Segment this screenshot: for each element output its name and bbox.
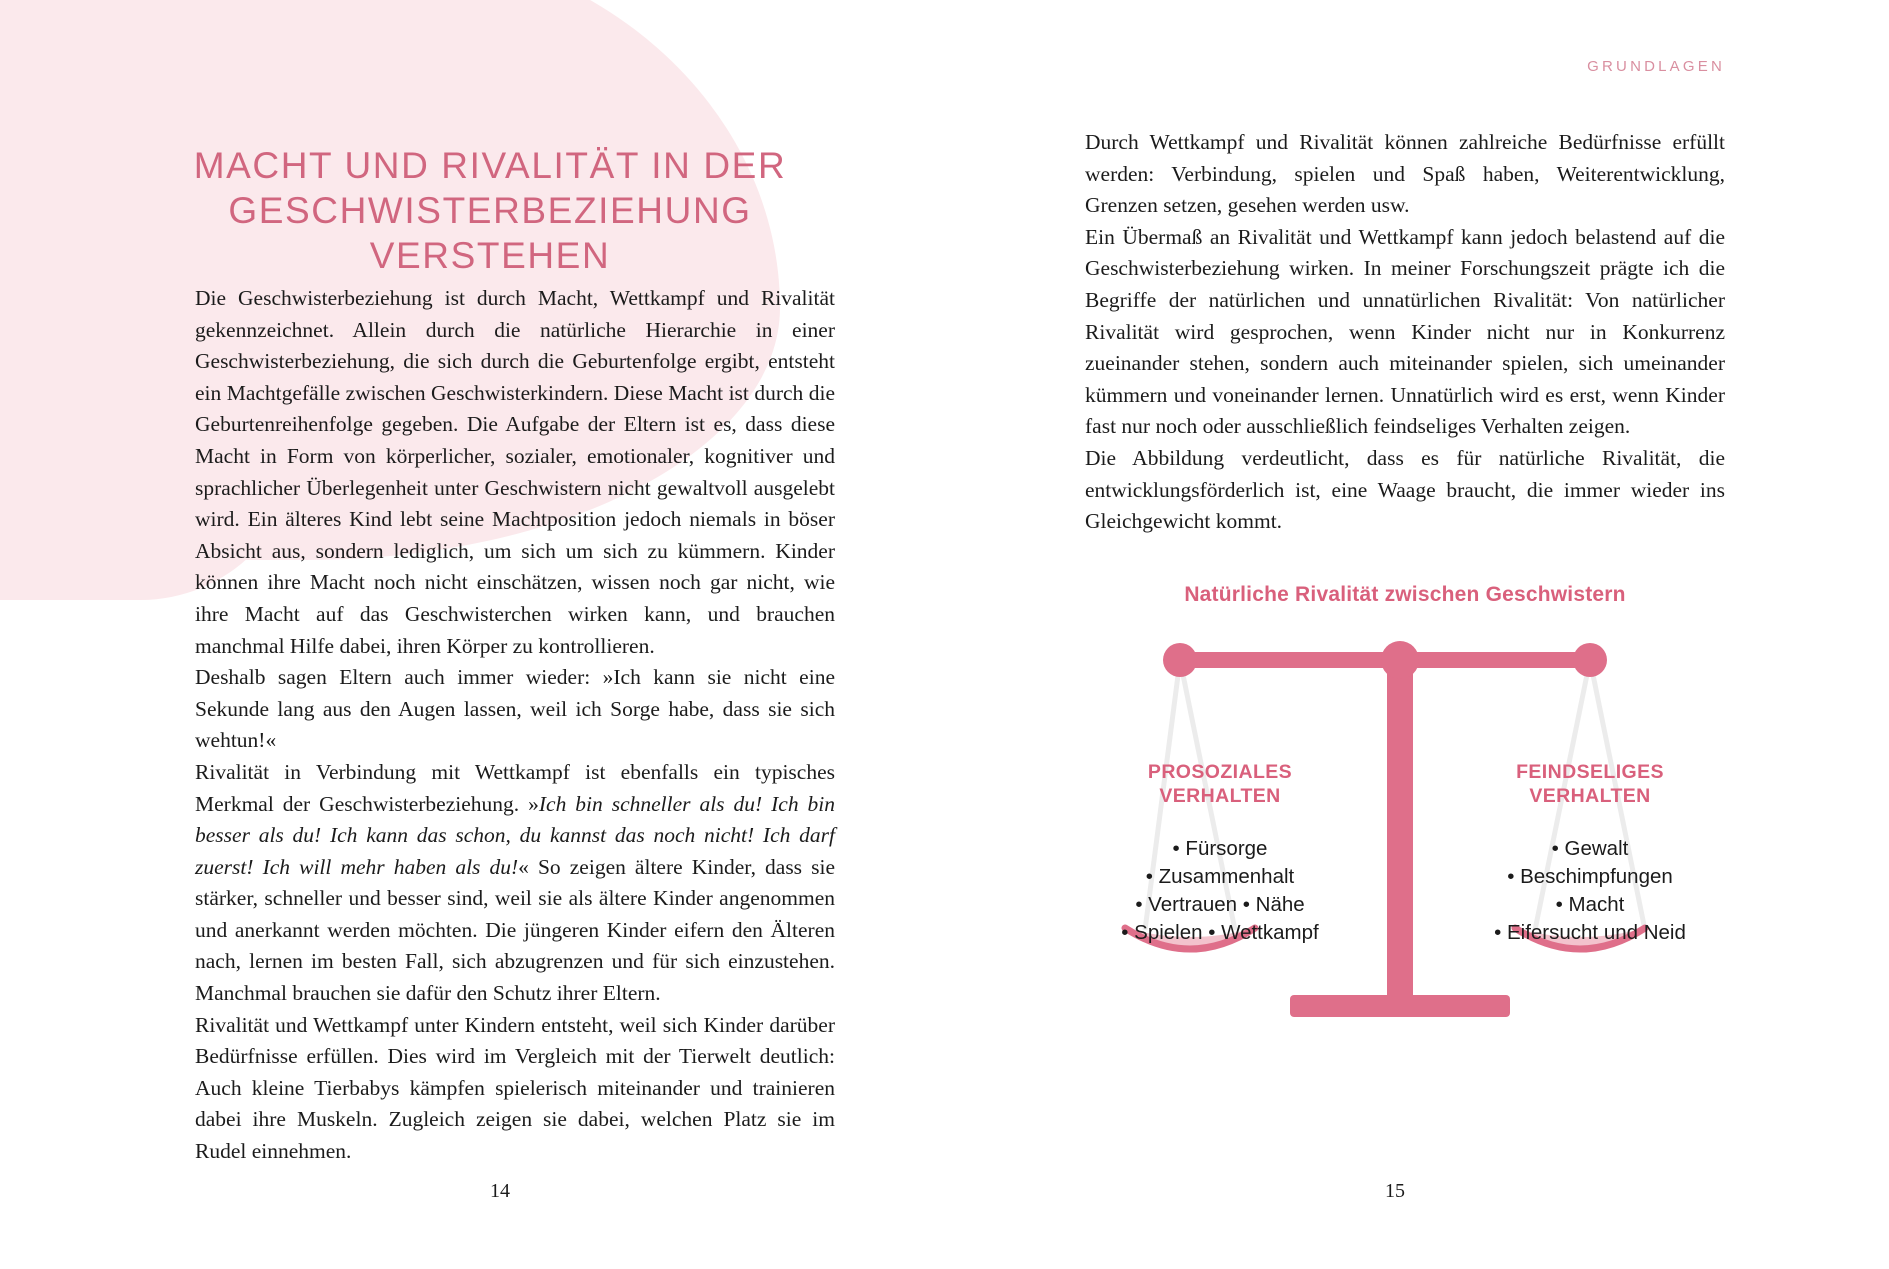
italic-quote: Ich bin schneller als du! Ich bin besser als du! Ich kann das schon, du kannst das noch nicht! Ich darf zuerst! Ich will mehr haben als du! (195, 791, 835, 879)
right-pan-title: FEINDSELIGES VERHALTEN (1516, 761, 1664, 807)
page-number-left: 14 (490, 1180, 510, 1202)
left-page-column (195, 0, 835, 1269)
page-number-right: 15 (1385, 1180, 1405, 1202)
list-item: • Macht (1555, 893, 1625, 916)
page-title: MACHT UND RIVALITÄT IN DER GESCHWISTERBEZIEHUNG VERSTEHEN (193, 144, 787, 277)
paragraph: Durch Wettkampf und Rivalität können zahlreiche Bedürfnisse erfüllt werden: Verbindung, spielen und Spaß haben, Weiterentwicklung, Grenzen setzen, gesehen werden usw. (1085, 130, 1725, 218)
quote-lead-text: Rivalität in Verbindung mit Wettkampf ist ebenfalls ein typisches Merkmal der Geschwisterbeziehung. » (195, 759, 835, 816)
left-column-body (195, 283, 835, 1168)
figure-caption: Natürliche Rivalität zwischen Geschwistern (1184, 583, 1626, 606)
list-item: • Zusammenhalt (1145, 865, 1295, 888)
list-item: • Gewalt (1551, 837, 1629, 860)
list-item: • Fürsorge (1172, 837, 1268, 860)
list-item: • Eifersucht und Neid (1494, 921, 1686, 944)
running-head: GRUNDLAGEN (1587, 58, 1725, 75)
right-page-column (1085, 0, 1725, 1269)
right-pan-items (1450, 835, 1730, 947)
quote-trailing-text: « So zeigen ältere Kinder, dass sie stärker, schneller und besser sind, weil sie als ältere Kinder angenommen und anerkannt werden möchten. Die jüngeren Kinder eifern den Älteren nach, lernen im besten Fall, sich abzugrenzen und für sich einzustehen. Manchmal brauchen sie dafür den Schutz ihrer Eltern. (195, 854, 836, 1006)
paragraph: Ein Übermaß an Rivalität und Wettkampf kann jedoch belastend auf die Geschwisterbeziehung wirken. In meiner Forschungszeit prägte ich die Begriffe der natürlichen und unnatürlichen Rivalität: Von natürlicher Rivalität wird gesprochen, wenn Kinder nicht nur in Konkurrenz zueinander stehen, sondern auch miteinander spielen, sich umeinander kümmern und voneinander lernen. Unnatürlich wird es erst, wenn Kinder fast nur noch oder ausschließlich feindseliges Verhalten zeigen. (1085, 224, 1725, 439)
left-pan-items (1080, 835, 1360, 947)
paragraph: Rivalität und Wettkampf unter Kindern entsteht, weil sich Kinder darüber Bedürfnisse erfüllen. Dies wird im Vergleich mit der Tierwelt deutlich: Auch kleine Tierbabys kämpfen spielerisch miteinander und trainieren dabei ihre Muskeln. Zugleich zeigen sie dabei, welchen Platz sie im Rudel einnehmen. (195, 1012, 835, 1164)
list-item: • Beschimpfungen (1507, 865, 1673, 888)
paragraph-with-italic-quote (195, 757, 835, 1010)
paragraph: Die Abbildung verdeutlicht, dass es für natürliche Rivalität, die entwicklungsförderlich ist, eine Waage braucht, die immer wieder ins Gleichgewicht kommt. (1085, 445, 1725, 534)
list-item: • Spielen • Wettkampf (1121, 921, 1319, 944)
right-column-body (1085, 127, 1725, 538)
paragraph: Die Geschwisterbeziehung ist durch Macht, Wettkampf und Rivalität gekennzeichnet. Allein durch die natürliche Hierarchie in einer Geschwisterbeziehung, die sich durch die Geburtenfolge ergibt, entsteht ein Machtgefälle zwischen Geschwisterkindern. Diese Macht ist durch die Geburtenreihenfolge gegeben. Die Aufgabe der Eltern ist es, dass diese Macht in Form von körperlicher, sozialer, emotionaler, kognitiver und sprachlicher Überlegenheit unter Geschwistern nicht gewaltvoll ausgelebt wird. Ein älteres Kind lebt seine Machtposition jedoch niemals in böser Absicht aus, sondern lediglich, um sich um sich zu kümmern. Kinder können ihre Macht noch nicht einschätzen, wissen noch gar nicht, wie ihre Macht auf das Geschwisterchen wirken kann, und brauchen manchmal Hilfe dabei, ihren Körper zu kontrollieren. (195, 286, 835, 658)
paragraph: Deshalb sagen Eltern auch immer wieder: »Ich kann sie nicht eine Sekunde lang aus den Augen lassen, weil ich Sorge habe, dass sie sich wehtun!« (195, 665, 835, 753)
left-pan-title: PROSOZIALES VERHALTEN (1147, 761, 1293, 807)
list-item: • Vertrauen • Nähe (1135, 893, 1305, 916)
balance-scale-figure (1085, 640, 1725, 1100)
